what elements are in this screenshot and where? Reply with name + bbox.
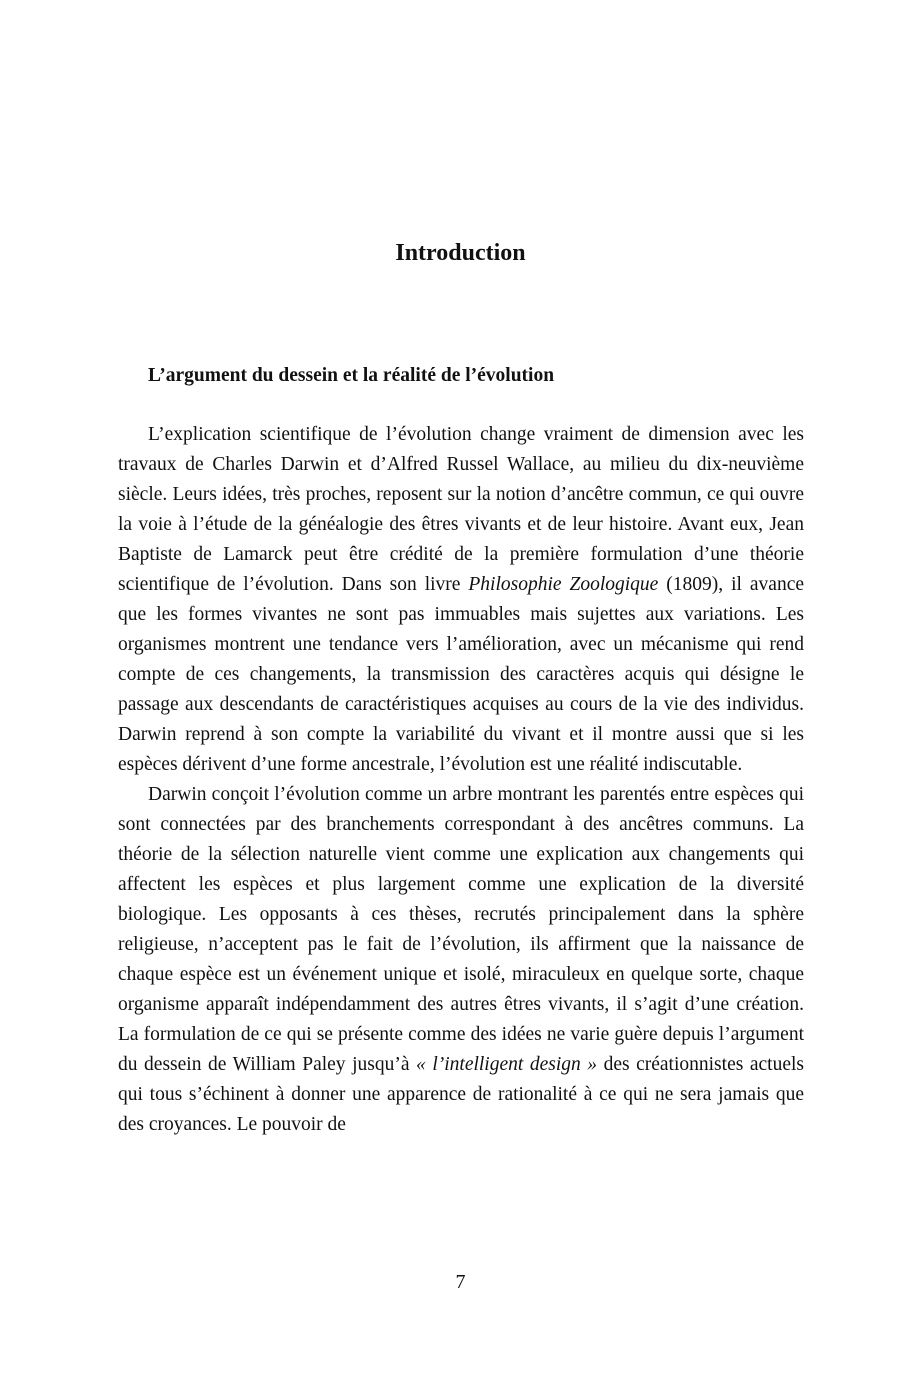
- body-text: [118, 420, 804, 1140]
- quoted-term-italic: « l’intelligent design »: [416, 1054, 598, 1075]
- chapter-title: Introduction: [395, 240, 526, 266]
- paragraph-1-text-a: L’explication scientifique de l’évolution change vraiment de dimension avec les travaux de Charles Darwin et d’Alfred Russel Wallace, au milieu du dix-neuvième siècle. Leurs idées, très proches, reposent sur la notion d’ancêtre commun, ce qui ouvre la voie à l’étude de la généalogie des êtres vivants et de leur histoire. Avant eux, Jean Baptiste de Lamarck peut être crédité de la première formulation d’une théorie scientifique de l’évolution. Dans son livre: [118, 424, 804, 595]
- paragraph-2-text-a: Darwin conçoit l’évolution comme un arbre montrant les parentés entre espèces qui sont connectées par des branchements correspondant à des ancêtres communs. La théorie de la sélection naturelle vient comme une explication aux changements qui affectent les espèces et plus largement comme une explication de la diversité biologique. Les opposants à ces thèses, recrutés principalement dans la sphère religieuse, n’acceptent pas le fait de l’évolution, ils affirment que la naissance de chaque espèce est un événement unique et isolé, miraculeux en quelque sorte, chaque organisme apparaît indépendamment des autres êtres vivants, il s’agit d’une création. La formulation de ce qui se présente comme des idées ne varie guère depuis l’argument du dessein de William Paley jusqu’à: [118, 784, 804, 1075]
- paragraph-2-text-b: des créationnistes actuels qui tous s’échinent à donner une apparence de rationalité à ce qui ne sera jamais que des croyances. Le pouvoir de: [118, 1054, 804, 1135]
- paragraph-1: [118, 420, 804, 780]
- section-heading: L’argument du dessein et la réalité de l’évolution: [148, 365, 555, 386]
- paragraph-1-text-b: (1809), il avance que les formes vivantes ne sont pas immuables mais sujettes aux variations. Les organismes montrent une tendance vers l’amélioration, avec un mécanisme qui rend compte de ces changements, la transmission des caractères acquis qui désigne le passage aux descendants de caractéristiques acquises au cours de la vie des individus. Darwin reprend à son compte la variabilité du vivant et il montre aussi que si les espèces dérivent d’une forme ancestrale, l’évolution est une réalité indiscutable.: [118, 574, 804, 775]
- page-number: 7: [455, 1271, 466, 1293]
- book-title-italic: Philosophie Zoologique: [468, 574, 659, 595]
- paragraph-2: [118, 780, 804, 1140]
